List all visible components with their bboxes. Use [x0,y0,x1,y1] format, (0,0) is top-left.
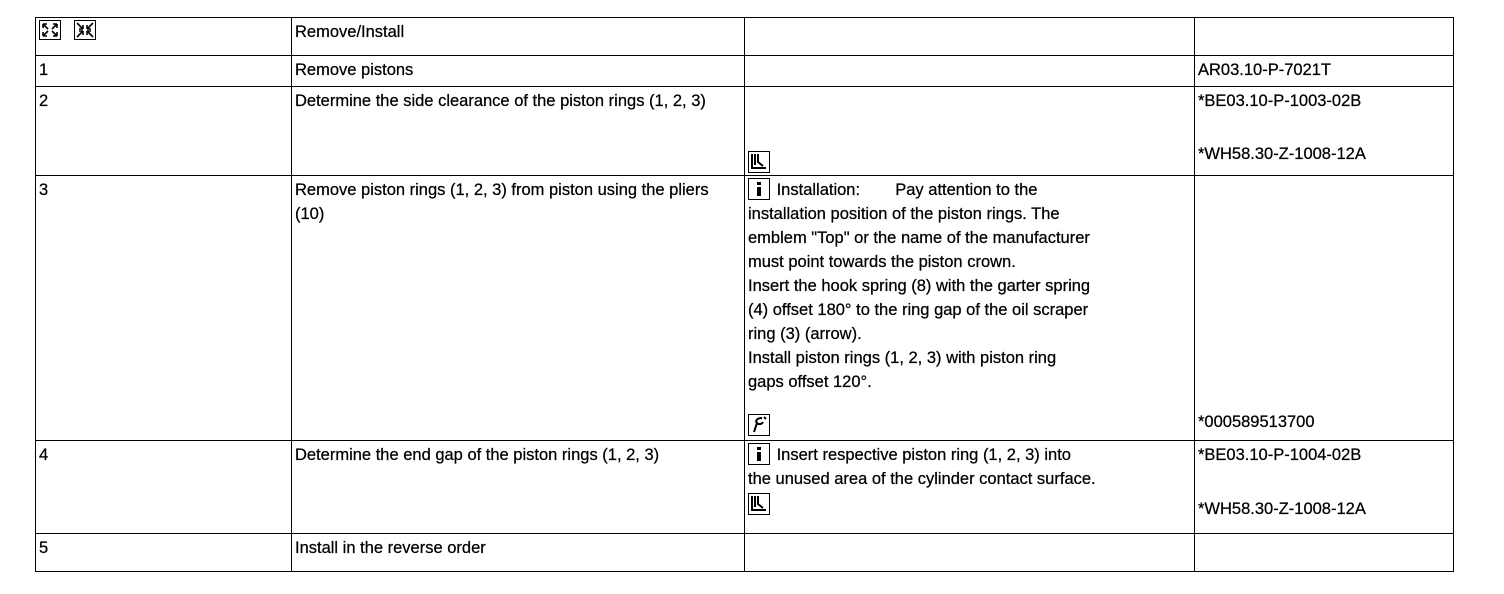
step-refs [1195,441,1454,534]
note-line: must point towards the piston crown. [748,253,1016,271]
step-number: 2 [36,87,292,176]
step-ref-link[interactable]: AR03.10-P-7021T [1195,56,1454,87]
step-note [745,441,1195,534]
header-empty-ref [1195,18,1454,56]
note-line: Pay attention to the [895,181,1038,199]
step-number: 1 [36,56,292,87]
specification-icon[interactable] [748,493,768,513]
step-number: 5 [36,534,292,572]
step-note [745,176,1195,441]
header-empty-note [745,18,1195,56]
header-title: Remove/Install [292,18,745,56]
step-action: Install in the reverse order [292,534,745,572]
step-action: Remove pistons [292,56,745,87]
note-line: (4) offset 180° to the ring gap of the oil scraper [748,301,1089,319]
note-line: gaps offset 120°. [748,373,872,391]
header-row [36,18,1454,56]
step-number: 4 [36,441,292,534]
note-line: Insert respective piston ring (1, 2, 3) into [776,446,1071,464]
step-action: Remove piston rings (1, 2, 3) from piston using the pliers (10) [292,176,745,441]
info-icon[interactable] [748,443,768,463]
step-note [745,534,1195,572]
note-line: emblem "Top" or the name of the manufacturer [748,229,1090,247]
step-ref-link[interactable]: *BE03.10-P-1004-02B [1198,446,1362,464]
step-ref-link[interactable]: *WH58.30-Z-1008-12A [1198,500,1366,518]
expand-icon[interactable] [39,20,59,40]
procedure-table [35,17,1454,572]
step-refs [1195,87,1454,176]
table-row [36,176,1454,441]
note-label: Installation: [776,181,861,199]
table-row [36,534,1454,572]
note-line: the unused area of the cylinder contact surface. [748,470,1096,488]
table-row [36,87,1454,176]
note-line: installation position of the piston rings. The [748,205,1060,223]
step-ref-link[interactable]: *BE03.10-P-1003-02B [1198,92,1362,110]
table-row [36,441,1454,534]
step-note [745,56,1195,87]
collapse-icon[interactable] [74,20,94,40]
table-row [36,56,1454,87]
header-icons-cell [36,18,292,56]
step-ref-link[interactable]: *000589513700 [1198,413,1315,431]
installation-note [748,178,1191,202]
step-note [745,87,1195,176]
step-ref-empty [1195,534,1454,572]
note-line: Insert the hook spring (8) with the garter spring [748,277,1091,295]
step-action: Determine the end gap of the piston rings (1, 2, 3) [292,441,745,534]
specification-icon[interactable] [748,151,768,171]
step-number: 3 [36,176,292,441]
step-ref-link[interactable]: *WH58.30-Z-1008-12A [1198,145,1366,163]
special-tool-icon[interactable] [748,414,768,434]
info-icon[interactable] [748,178,768,198]
step-refs [1195,176,1454,441]
note-line: Install piston rings (1, 2, 3) with piston ring [748,349,1057,367]
installation-note [748,443,1191,467]
step-action: Determine the side clearance of the piston rings (1, 2, 3) [292,87,745,176]
note-line: ring (3) (arrow). [748,325,862,343]
